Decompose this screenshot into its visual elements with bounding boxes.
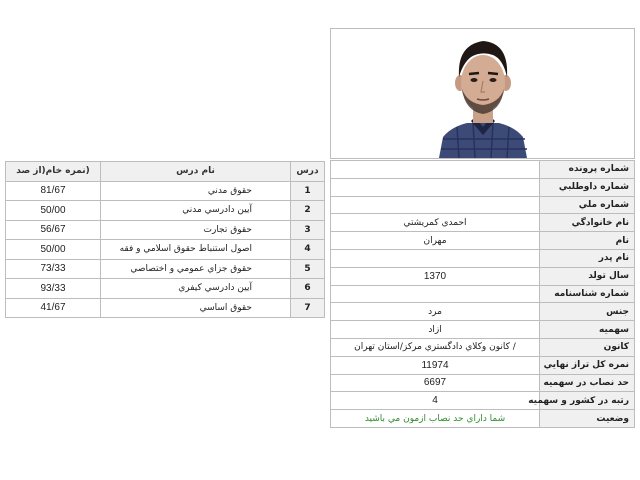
rank-label: رتبه در کشور و سهميه <box>540 392 635 410</box>
first-name-label: نام <box>540 232 635 250</box>
raw-score: 56/67 <box>6 220 101 240</box>
lesson-number: 2 <box>291 201 325 221</box>
info-row-birth-year <box>331 267 635 285</box>
bar-association-label: کانون <box>540 338 635 356</box>
info-row-status <box>331 410 635 428</box>
file-number-label: شماره پرونده <box>540 161 635 179</box>
lesson-number: 4 <box>291 240 325 260</box>
raw-score: 50/00 <box>6 201 101 221</box>
candidate-photo-frame <box>330 28 635 159</box>
table-row <box>6 240 325 260</box>
last-name-value: احمدي کمريشتي <box>331 214 540 232</box>
final-score-value: 11974 <box>331 356 540 374</box>
table-row <box>6 201 325 221</box>
raw-score: 50/00 <box>6 240 101 260</box>
lesson-number: 5 <box>291 259 325 279</box>
raw-score: 93/33 <box>6 279 101 299</box>
table-row <box>6 298 325 318</box>
birth-year-label: سال تولد <box>540 267 635 285</box>
candidate-number-label: شماره داوطلبي <box>540 178 635 196</box>
info-row-first-name <box>331 232 635 250</box>
lesson-number: 3 <box>291 220 325 240</box>
candidate-info-table <box>330 160 635 428</box>
info-row-bar-association <box>331 338 635 356</box>
lesson-name: حقوق مدني <box>101 181 291 201</box>
quota-threshold-value: 6697 <box>331 374 540 392</box>
lesson-number: 1 <box>291 181 325 201</box>
rank-value: 4 <box>331 392 540 410</box>
lesson-name: آيين دادرسي کيفري <box>101 279 291 299</box>
national-id-label: شماره ملي <box>540 196 635 214</box>
info-row-candidate-number <box>331 178 635 196</box>
quota-value: ازاد <box>331 321 540 339</box>
scores-header-row <box>6 162 325 182</box>
info-row-gender <box>331 303 635 321</box>
lesson-name: حقوق تجارت <box>101 220 291 240</box>
gender-label: جنس <box>540 303 635 321</box>
info-row-national-id <box>331 196 635 214</box>
info-row-father-name <box>331 249 635 267</box>
raw-score: 41/67 <box>6 298 101 318</box>
national-id-value <box>331 196 540 214</box>
lesson-name: حقوق اساسي <box>101 298 291 318</box>
info-row-quota <box>331 321 635 339</box>
bar-association-value: / کانون وکلاي دادگستري مرکز/استان تهران <box>331 338 540 356</box>
info-row-file-number <box>331 161 635 179</box>
lesson-name: اصول استنباط حقوق اسلامي و فقه <box>101 240 291 260</box>
table-row <box>6 279 325 299</box>
info-row-last-name <box>331 214 635 232</box>
raw-score: 73/33 <box>6 259 101 279</box>
first-name-value: مهران <box>331 232 540 250</box>
final-score-label: نمره کل تراز نهايي <box>540 356 635 374</box>
gender-value: مرد <box>331 303 540 321</box>
candidate-photo <box>437 31 529 158</box>
scores-table <box>5 161 325 318</box>
table-row <box>6 259 325 279</box>
table-row <box>6 181 325 201</box>
info-row-final-score <box>331 356 635 374</box>
column-header-lesson-name: نام درس <box>101 162 291 182</box>
raw-score: 81/67 <box>6 181 101 201</box>
last-name-label: نام خانوادگي <box>540 214 635 232</box>
lesson-name: آيين دادرسي مدني <box>101 201 291 221</box>
quota-label: سهميه <box>540 321 635 339</box>
file-number-value <box>331 161 540 179</box>
info-row-id-card-number <box>331 285 635 303</box>
father-name-value <box>331 249 540 267</box>
info-row-quota-threshold <box>331 374 635 392</box>
column-header-raw-score: (نمره خام(از صد <box>6 162 101 182</box>
id-card-number-value <box>331 285 540 303</box>
table-row <box>6 220 325 240</box>
column-header-lesson-number: درس <box>291 162 325 182</box>
status-value: شما داراي حد نصاب ازمون مي باشيد <box>331 410 540 428</box>
quota-threshold-label: حد نصاب در سهميه <box>540 374 635 392</box>
status-label: وضعيت <box>540 410 635 428</box>
lesson-number: 6 <box>291 279 325 299</box>
birth-year-value: 1370 <box>331 267 540 285</box>
id-card-number-label: شماره شناسنامه <box>540 285 635 303</box>
info-row-rank <box>331 392 635 410</box>
lesson-number: 7 <box>291 298 325 318</box>
father-name-label: نام پدر <box>540 249 635 267</box>
candidate-number-value <box>331 178 540 196</box>
lesson-name: حقوق جزاي عمومي و اختصاصي <box>101 259 291 279</box>
